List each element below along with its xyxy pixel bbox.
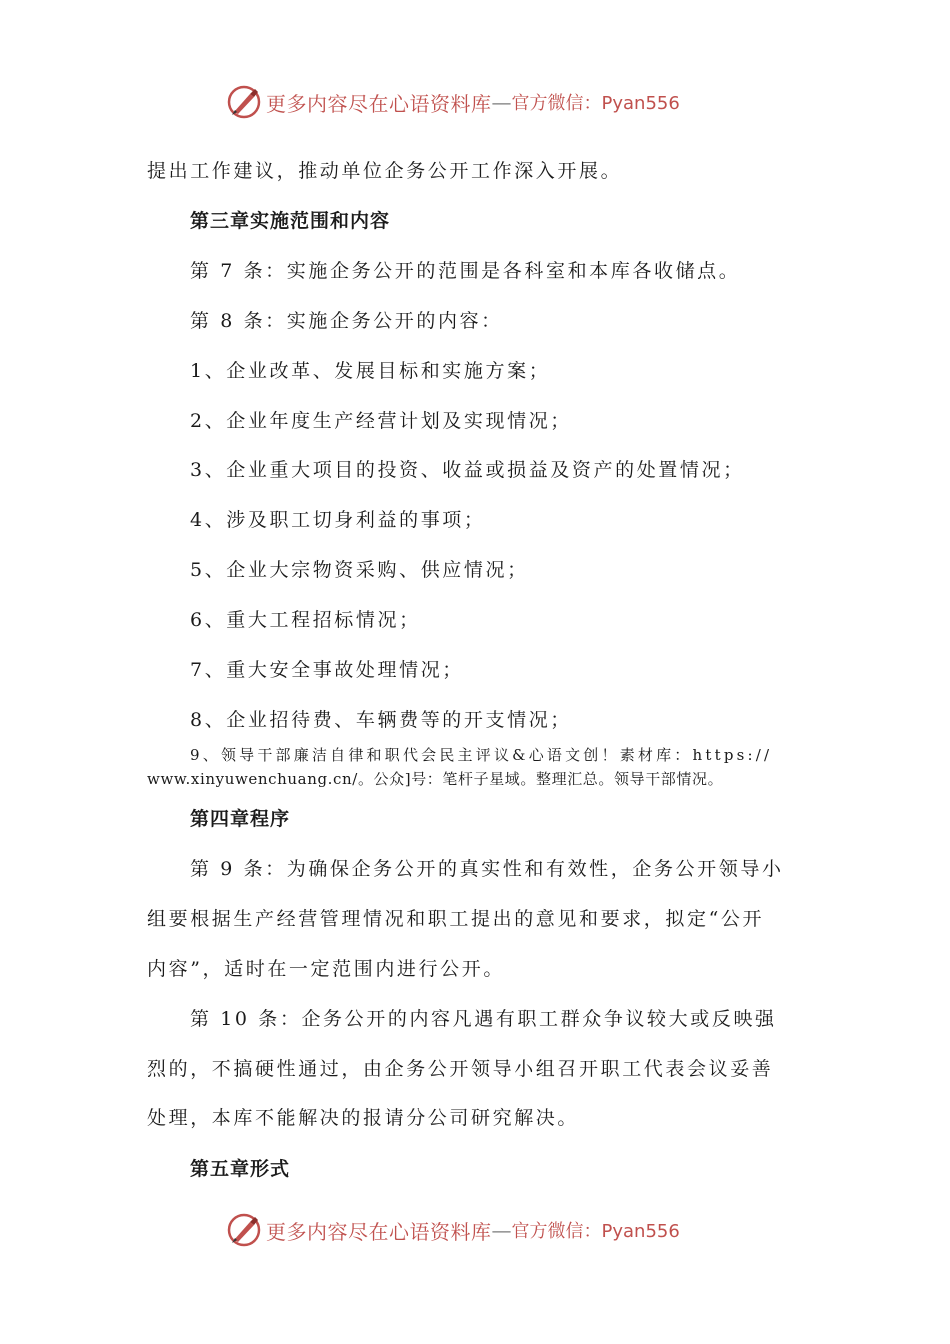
list-item: 7、重大安全事故处理情况； xyxy=(190,659,464,681)
list-item: 6、重大工程招标情况； xyxy=(190,609,421,631)
article-7: 第 7 条：实施企务公开的范围是各科室和本库各收储点。 xyxy=(190,260,741,282)
banner-wechat: 官方微信：Pyan556 xyxy=(511,1221,680,1242)
chapter-4-heading: 第四章程序 xyxy=(190,808,291,830)
banner-wechat: 官方微信：Pyan556 xyxy=(511,93,680,114)
paragraph-continuation: 提出工作建议，推动单位企务公开工作深入开展。 xyxy=(147,160,623,182)
footer-banner xyxy=(0,1208,950,1252)
article-9-line-2: 组要根据生产经营管理情况和职工提出的意见和要求，拟定“公开 xyxy=(147,908,765,930)
chapter-5-heading: 第五章形式 xyxy=(190,1158,291,1180)
list-item: 4、涉及职工切身利益的事项； xyxy=(190,509,486,531)
article-10-line-3: 处理，本库不能解决的报请分公司研究解决。 xyxy=(147,1107,580,1129)
list-item: 8、企业招待费、车辆费等的开支情况； xyxy=(190,709,572,731)
banner-title: 更多内容尽在心语资料库 xyxy=(266,91,492,116)
list-item: 5、企业大宗物资采购、供应情况； xyxy=(190,559,529,581)
chapter-3-heading: 第三章实施范围和内容 xyxy=(190,210,391,232)
article-9-line-1: 第 9 条：为确保企务公开的真实性和有效性，企务公开领导小 xyxy=(190,858,784,880)
pen-logo-icon xyxy=(226,84,262,120)
list-item: 2、企业年度生产经营计划及实现情况； xyxy=(190,410,572,432)
pen-logo-icon xyxy=(226,1212,262,1248)
list-item-9-line-1: 9、领导干部廉洁自律和职代会民主评议&心语文创！素材库：https:// xyxy=(190,746,773,764)
list-item-9-line-2: www.xinyuwenchuang.cn/。公众]号：笔杆子星域。整理汇总。领导干部情况。 xyxy=(147,770,724,788)
banner-separator: — xyxy=(491,1218,512,1242)
banner-title: 更多内容尽在心语资料库 xyxy=(266,1219,492,1244)
article-8: 第 8 条：实施企务公开的内容： xyxy=(190,310,503,332)
article-9-line-3: 内容”，适时在一定范围内进行公开。 xyxy=(147,958,505,980)
list-item: 3、企业重大项目的投资、收益或损益及资产的处置情况； xyxy=(190,459,745,481)
article-10-line-2: 烈的，不搞硬性通过，由企务公开领导小组召开职工代表会议妥善 xyxy=(147,1058,774,1080)
article-10-line-1: 第 10 条：企务公开的内容凡遇有职工群众争议较大或反映强 xyxy=(190,1008,777,1030)
list-item: 1、企业改革、发展目标和实施方案； xyxy=(190,360,551,382)
header-banner xyxy=(0,80,950,124)
banner-separator: — xyxy=(491,90,512,114)
